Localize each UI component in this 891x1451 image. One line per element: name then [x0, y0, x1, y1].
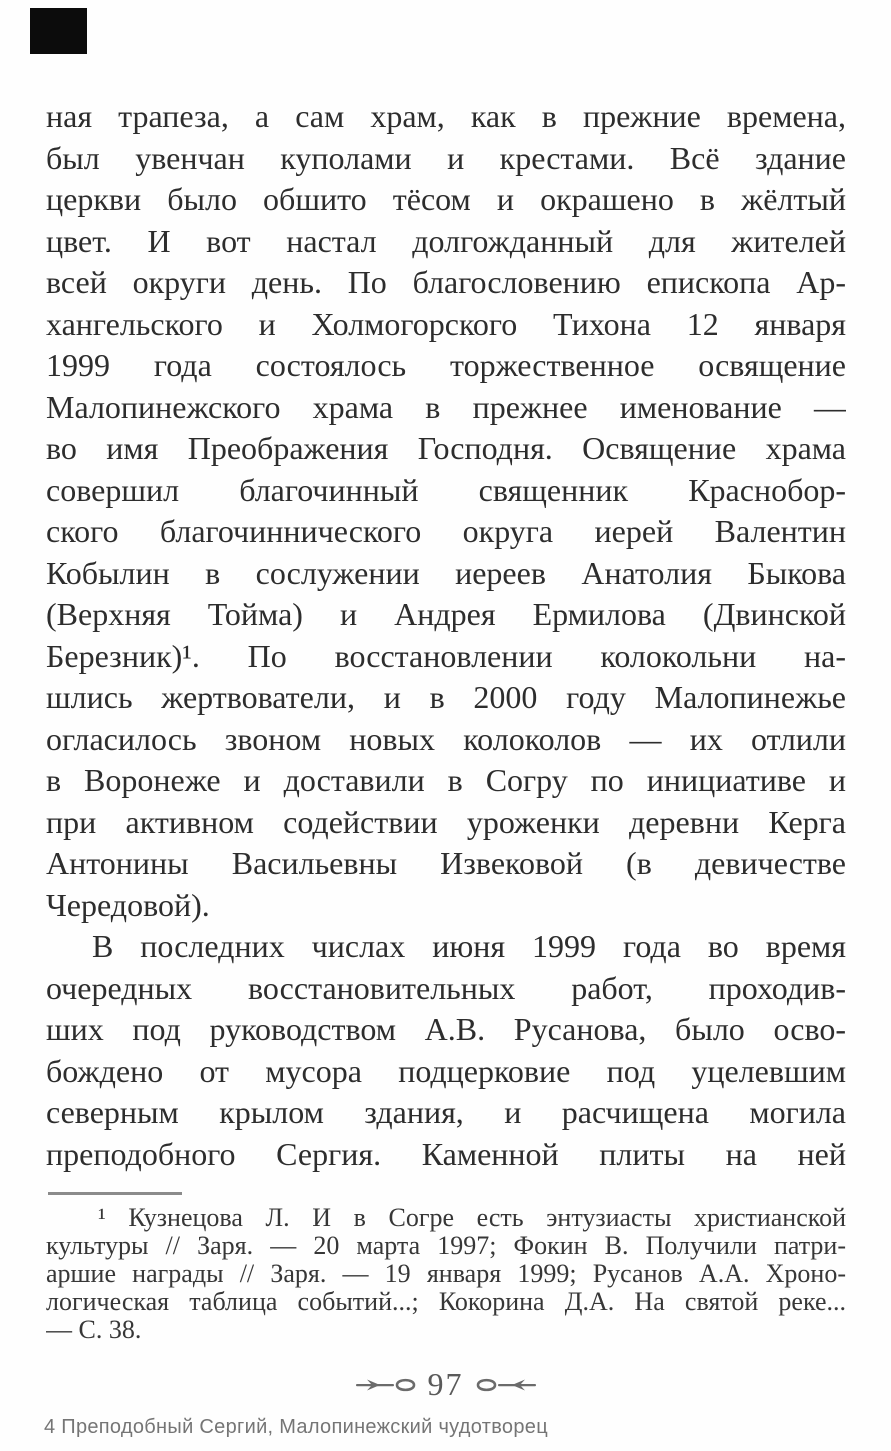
footnote-block — [46, 1204, 846, 1344]
scan-artifact-mark — [30, 8, 87, 54]
text-line: был увенчан куполами и крестами. Всё здание — [46, 139, 846, 176]
footnote-line: логическая таблица событий...; Кокорина Д.А. На святой реке... — [46, 1288, 846, 1316]
text-line: при активном содействии уроженки деревни Керга — [46, 803, 846, 840]
footnote-line: ¹ Кузнецова Л. И в Согре есть энтузиасты христианской — [98, 1204, 846, 1232]
footnote-line: аршие награды // Заря. — 19 января 1999; Русанов А.А. Хроно- — [46, 1260, 846, 1288]
text-line: огласилось звоном новых колоколов — их отлили — [46, 720, 846, 757]
text-line: 1999 года состоялось торжественное освящение — [46, 347, 846, 383]
text-line: церкви было обшито тёсом и окрашено в жёлтый — [46, 181, 846, 217]
text-line: очередных восстановительных работ, проходив- — [46, 969, 846, 1006]
text-line: бождено от мусора подцерковие под уцелевшим — [46, 1052, 846, 1089]
text-line: Березник)¹. По восстановлении колокольни на- — [46, 637, 846, 674]
text-line: во имя Преображения Господня. Освящение храма — [46, 430, 846, 466]
page-number: 97 — [427, 1366, 464, 1402]
page-number-row — [0, 1366, 891, 1403]
text-line: всей округи день. По благословению епископа Ар- — [46, 264, 846, 300]
print-signature-footer: 4 Преподобный Сергий, Малопинежский чудотворец — [44, 1416, 548, 1438]
text-line: ная трапеза, а сам храм, как в прежние времена, — [46, 98, 846, 134]
text-line: шлись жертвователи, и в 2000 году Малопинежье — [46, 679, 846, 715]
footnote-line: — С. 38. — [46, 1316, 142, 1344]
body-text-block — [46, 96, 846, 1175]
footnote-line: культуры // Заря. — 20 марта 1997; Фокин В. Получили патри- — [46, 1232, 846, 1260]
text-line: ших под руководством А.В. Русанова, было осво- — [46, 1011, 846, 1047]
text-line: Антонины Васильевны Извековой (в девичестве — [46, 845, 846, 881]
text-line: хангельского и Холмогорского Тихона 12 января — [46, 305, 846, 342]
page-ornament-right-icon — [474, 1376, 536, 1394]
footnote-divider-rule — [48, 1192, 182, 1195]
text-line: совершил благочинный священник Краснобор- — [46, 471, 846, 508]
text-line: преподобного Сергия. Каменной плиты на ней — [46, 1135, 846, 1172]
text-line: (Верхняя Тойма) и Андрея Ермилова (Двинской — [46, 596, 846, 632]
text-line: в Воронеже и доставили в Согру по инициативе и — [46, 762, 846, 798]
text-line: ского благочиннического округа иерей Валентин — [46, 513, 846, 549]
text-line-paragraph-end: Чередовой). — [46, 886, 210, 923]
page-ornament-left-icon — [356, 1376, 418, 1394]
text-line: Малопинежского храма в прежнее именование — — [46, 388, 846, 425]
text-line: цвет. И вот настал долгожданный для жителей — [46, 222, 846, 259]
text-line-paragraph-start: В последних числах июня 1999 года во время — [92, 928, 846, 964]
text-line: северным крылом здания, и расчищена могила — [46, 1094, 846, 1130]
text-line: Кобылин в сослужении иереев Анатолия Быкова — [46, 554, 846, 591]
